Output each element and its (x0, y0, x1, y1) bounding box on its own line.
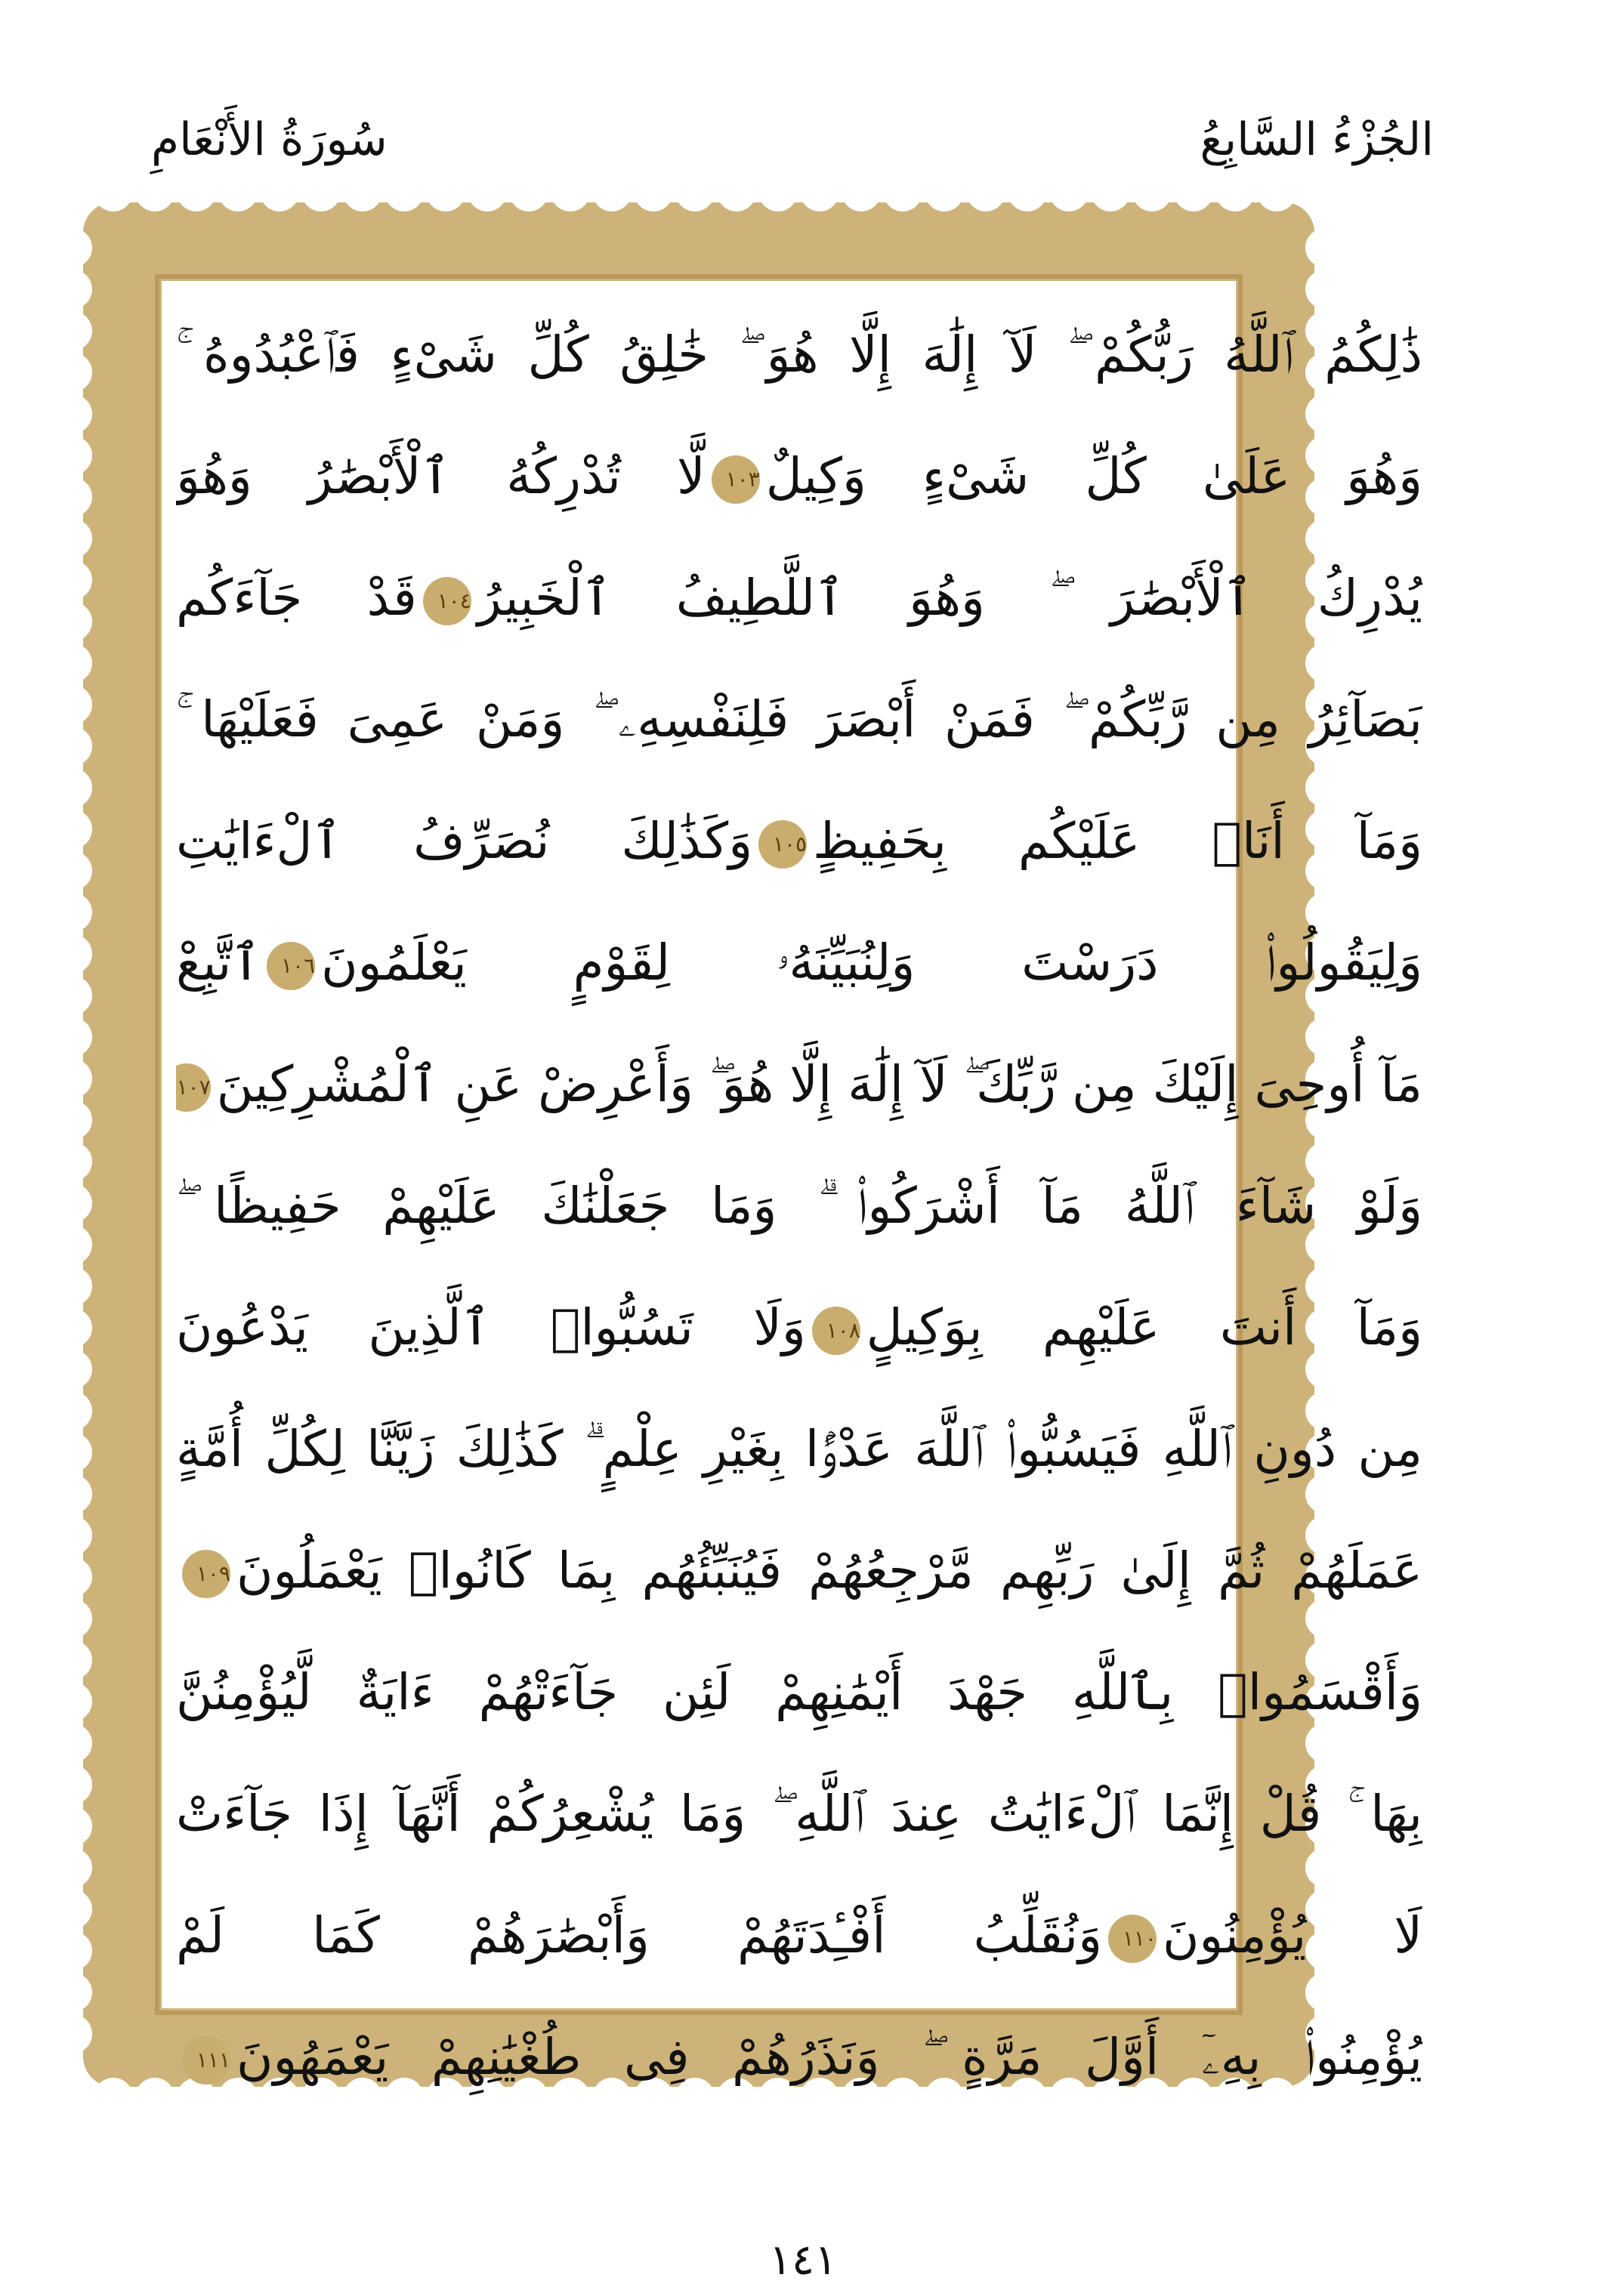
verse-text: ٱتَّبِعْ (176, 934, 261, 992)
verse-text: وَهُوَ عَلَىٰ كُلِّ شَىْءٍ وَكِيلٌ (765, 447, 1422, 505)
verse-text: وَمَآ أَنَا۠ عَلَيْكُم بِحَفِيظٍ (813, 812, 1422, 870)
verse-text: وَأَقْسَمُوا۟ بِٱللَّهِ جَهْدَ أَيْمَٰنِهِمْ لَئِن جَآءَتْهُمْ ءَايَةٌ لَّيُؤْمِنُنَّ (176, 1663, 1422, 1721)
verse-text: وَلَا تَسُبُّوا۟ ٱلَّذِينَ يَدْعُونَ (176, 1298, 806, 1356)
page-header (0, 113, 1606, 181)
verse-text: ذَٰلِكُمُ ٱللَّهُ رَبُّكُمْ ۖ لَآ إِلَٰهَ إِلَّا هُوَ ۖ خَٰلِقُ كُلِّ شَىْءٍ فَٱعْبُدُوهُ ۚ (176, 326, 1422, 384)
verse-text: قَدْ جَآءَكُم (176, 569, 417, 627)
verse-line (176, 420, 1422, 533)
verse-text: يُدْرِكُ ٱلْأَبْصَٰرَ ۖ وَهُوَ ٱللَّطِيفُ ٱلْخَبِيرُ (477, 569, 1422, 627)
verse-line (176, 1514, 1422, 1628)
verse-line (176, 1636, 1422, 1749)
verse-text: وَلَوْ شَآءَ ٱللَّهُ مَآ أَشْرَكُوا۟ ۗ وَمَا جَعَلْنَٰكَ عَلَيْهِمْ حَفِيظًا ۖ (176, 1177, 1422, 1235)
surah-name: سُورَةُ الأَنْعَامِ (151, 113, 388, 166)
verse-text: وَمَآ أَنتَ عَلَيْهِم بِوَكِيلٍ (866, 1298, 1422, 1356)
ayah-number-marker: ١١٠ (1108, 1915, 1157, 1963)
verse-text: لَا يُؤْمِنُونَ (1162, 1906, 1422, 1964)
frame-scallops-top (94, 202, 1296, 211)
verse-text: لَّا تُدْرِكُهُ ٱلْأَبْصَٰرُ وَهُوَ (176, 447, 706, 505)
ayah-number-marker: ١٠٤ (423, 577, 471, 625)
verse-line (176, 663, 1422, 776)
ayah-number-marker: ١٠٣ (712, 455, 760, 504)
verse-line (176, 542, 1422, 655)
ayah-number-marker: ١٠٩ (182, 1550, 230, 1598)
ayah-number-marker: ١٠٧ (176, 1063, 211, 1112)
verse-line (176, 298, 1422, 412)
verse-line (176, 1393, 1422, 1506)
verse-text: عَمَلَهُمْ ثُمَّ إِلَىٰ رَبِّهِم مَّرْجِعُهُمْ فَيُنَبِّئُهُم بِمَا كَانُوا۟ يَعْمَلُونَ (236, 1541, 1422, 1600)
verse-text: يُؤْمِنُوا۟ بِهِۦٓ أَوَّلَ مَرَّةٍ ۖ وَنَذَرُهُمْ فِى طُغْيَٰنِهِمْ يَعْمَهُونَ (236, 2028, 1422, 2086)
verse-line (176, 2001, 1422, 2114)
verse-text: وَنُقَلِّبُ أَفْـِٔدَتَهُمْ وَأَبْصَٰرَهُمْ كَمَا لَمْ (176, 1906, 1102, 1964)
verse-text: بِهَا ۚ قُلْ إِنَّمَا ٱلْءَايَٰتُ عِندَ ٱللَّهِ ۖ وَمَا يُشْعِرُكُمْ أَنَّهَآ إِذَا جَآءَتْ (176, 1785, 1422, 1843)
ayah-number-marker: ١٠٥ (758, 820, 807, 869)
ayah-number-marker: ١١١ (182, 2036, 230, 2085)
ayah-number-marker: ١٠٨ (812, 1307, 860, 1355)
verse-text: بَصَآئِرُ مِن رَّبِّكُمْ ۖ فَمَنْ أَبْصَرَ فَلِنَفْسِهِۦ ۖ وَمَنْ عَمِىَ فَعَلَيْهَا ۚ (176, 690, 1422, 748)
verse-line (176, 785, 1422, 898)
verse-line (176, 1028, 1422, 1141)
verse-line (176, 1271, 1422, 1384)
quran-text-block (176, 298, 1422, 2126)
verse-line (176, 1879, 1422, 1992)
page-number: ١٤١ (768, 2236, 838, 2285)
juz-name: الجُزْءُ السَّابِعُ (1200, 113, 1434, 166)
verse-line (176, 1757, 1422, 1871)
verse-line (176, 1150, 1422, 1263)
verse-text: وَكَذَٰلِكَ نُصَرِّفُ ٱلْءَايَٰتِ (176, 812, 753, 870)
verse-text: مِن دُونِ ٱللَّهِ فَيَسُبُّوا۟ ٱللَّهَ عَدْوًۢا بِغَيْرِ عِلْمٍ ۗ كَذَٰلِكَ زَيَّنَّا لِكُلِّ أُمَّةٍ (176, 1420, 1422, 1478)
verse-text: مَآ أُوحِىَ إِلَيْكَ مِن رَّبِّكَ ۖ لَآ إِلَٰهَ إِلَّا هُوَ ۖ وَأَعْرِضْ عَنِ ٱلْمُشْرِكِينَ (216, 1055, 1422, 1113)
verse-line (176, 906, 1422, 1020)
ayah-number-marker: ١٠٦ (267, 942, 315, 990)
verse-text: وَلِيَقُولُوا۟ دَرَسْتَ وَلِنُبَيِّنَهُۥ لِقَوْمٍ يَعْلَمُونَ (321, 934, 1422, 992)
